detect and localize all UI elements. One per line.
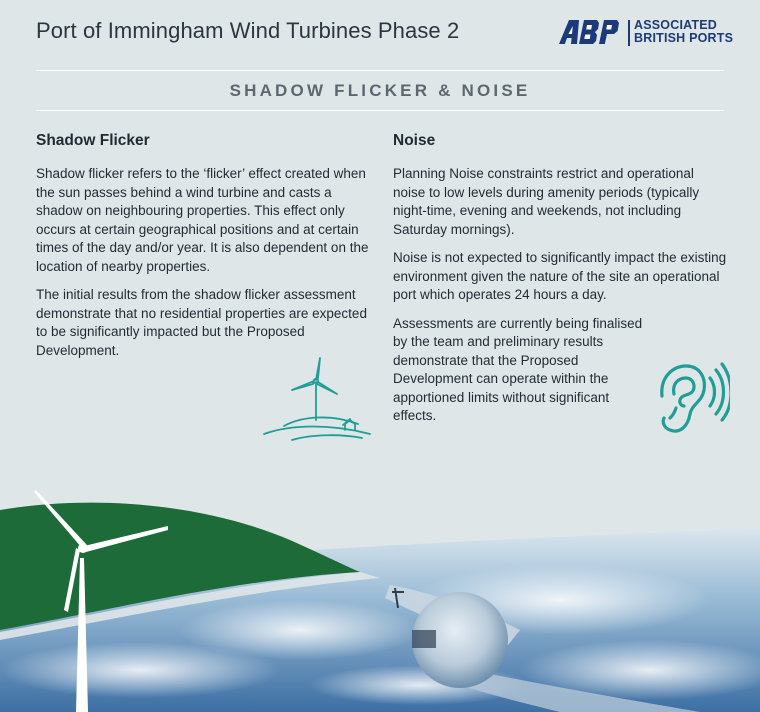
logo-divider xyxy=(628,20,630,46)
section-title: SHADOW FLICKER & NOISE xyxy=(229,81,531,100)
logo-wordmark xyxy=(634,19,733,45)
logo-line-1: ASSOCIATED xyxy=(634,18,718,32)
shadow-flicker-paragraph: The initial results from the shadow flicker assessment demonstrate that no residential properties are expected to be significantly impacted but the Proposed Development. xyxy=(36,287,367,358)
noise-heading: Noise xyxy=(393,132,436,149)
shadow-flicker-heading: Shadow Flicker xyxy=(36,132,150,149)
shadow-flicker-column xyxy=(36,132,371,370)
abp-logo xyxy=(557,16,737,48)
shadow-flicker-paragraph: Shadow flicker refers to the ‘flicker’ effect created when the sun passes behind a wind turbine and casts a shadow on neighbouring properties. This effect only occurs at certain geographical positions and at certain times of the day and/or year. It is also dependent on the location of nearby properties. xyxy=(36,166,369,274)
divider-bottom xyxy=(36,110,724,111)
abp-logo-mark xyxy=(557,20,621,44)
noise-paragraph: Planning Noise constraints restrict and operational noise to low levels during amenity periods (typically night-time, evening and weekends, not including Saturday mornings). xyxy=(393,166,700,237)
noise-paragraph: Assessments are currently being finalised by the team and preliminary results demonstrate that the Proposed Development can operate within the apportioned limits without significant effects. xyxy=(393,315,643,423)
divider-top xyxy=(36,70,724,71)
noise-paragraph: Noise is not expected to significantly impact the existing environment given the nature of the site an operational port which operates 24 hours a day. xyxy=(393,250,727,302)
wind-turbine-icon xyxy=(262,354,372,444)
wind-turbine-hero-image xyxy=(0,480,760,712)
ear-sound-icon xyxy=(650,358,730,442)
page-title: Port of Immingham Wind Turbines Phase 2 xyxy=(36,18,460,43)
logo-line-2: BRITISH PORTS xyxy=(634,31,734,45)
